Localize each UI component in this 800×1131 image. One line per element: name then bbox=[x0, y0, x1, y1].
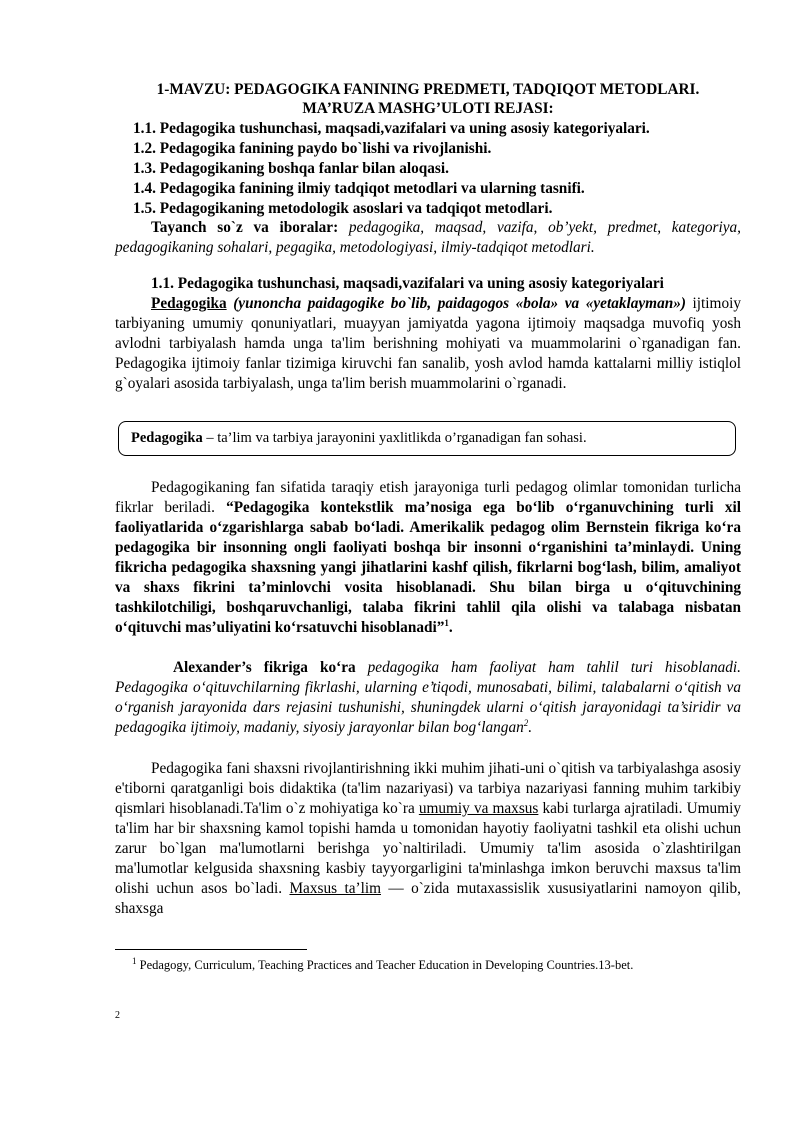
page-number: 2 bbox=[115, 1010, 120, 1021]
plan-item-3: 1.3. Pedagogikaning boshqa fanlar bilan aloqasi. bbox=[133, 160, 449, 177]
title-line-1: 1-MAVZU: PEDAGOGIKA FANINING PREDMETI, TADQIQOT METODLARI. bbox=[156, 81, 700, 98]
plan-item-2: 1.2. Pedagogika fanining paydo bo`lishi va rivojlanishi. bbox=[133, 140, 492, 157]
footnote-text: Pedagogy, Curriculum, Teaching Practices and Teacher Education in Developing Countries.13-bet. bbox=[136, 958, 634, 972]
keywords-text: pedagogika, maqsad, vazifa, ob’yekt, predmet, kategoriya, pedagogikaning sohalari, pegagika, metodologiyasi, ilmiy-tadqiqot metodlari. bbox=[115, 219, 742, 256]
footnote-ref-2: 2 bbox=[523, 717, 529, 728]
alexander-lead: Alexander’s fikriga ko‘ra bbox=[173, 659, 356, 676]
education-types-text-1: Pedagogika fani shaxsni rivojlantirishning ikki muhim jihati-uni o`qitish va tarbiyalashga asosiy e'tiborni qaratganligi bois didaktika (ta'lim nazariyasi) va tarbiya nazariyasi fanning muhim tarkibiy qismlari hisoblanadi.Ta'lim o`z mohiyatiga ko`ra bbox=[115, 760, 741, 817]
education-types-text-2: kabi turlarga ajratiladi. Umumiy ta'lim har bir shaxsning kamol topishi hamda u tomonidan hayotiy faoliyatni tashkil eta olishi uchun zarur bo`lgan ma'lumotlarni berishga yo`naltiriladi. Umumiy ta'lim asosida o`zlashtirilgan ma'lumotlar kelgusida shaxsning kasbiy tayyorgarligini ta'minlashga imkon beruvchi maxsus ta'lim olishi uchun asos bo`ladi. bbox=[115, 800, 741, 897]
section-heading: 1.1. Pedagogika tushunchasi, maqsadi,vazifalari va uning asosiy kategoriyalari bbox=[151, 275, 664, 292]
plan-item-4: 1.4. Pedagogika fanining ilmiy tadqiqot metodlari va ularning tasnifi. bbox=[133, 180, 585, 197]
term-pedagogika: Pedagogika bbox=[151, 295, 227, 312]
definition-term: Pedagogika bbox=[131, 430, 203, 446]
underline-special-education: Maxsus ta’lim bbox=[289, 880, 381, 897]
alexander-text: pedagogika ham faoliyat ham tahlil turi hisoblanadi. Pedagogika o‘qituvchilarning fikrlashi, ularning e’tiqodi, munosabati, bilimi, talabalarni o‘qitish va o‘rganish jarayonida dars rejasini tushunishi, shuningdek ularni o‘qitish jarayonidagi ta’siridir va pedagogika ijtimoiy, madaniy, siyosiy jarayonlar bilan bog‘langan bbox=[115, 659, 741, 736]
paragraph-bernstein bbox=[115, 478, 741, 638]
footnote-separator bbox=[115, 949, 307, 950]
plan-item-1: 1.1. Pedagogika tushunchasi, maqsadi,vazifalari va uning asosiy kategoriyalari. bbox=[133, 120, 650, 137]
bernstein-quote: “Pedagogika kontekstlik ma’nosiga ega bo‘lib o‘rganuvchining turli xil faoliyatlarida o‘zgarishlarga sabab bo‘ladi. Amerikalik pedagog olim Bernstein fikriga ko‘ra pedagogika bir insonning ongli faoliyati boshqa bir insonni o‘rganishini ta’minlaydi. Uning fikricha pedagogika shaxsning yangi jihatlarini kashf qilish, fikrlarni bog‘lash, bilim, amaliyot va shaxs fikrini ta’minlovchi vosita hisoblanadi. Shu bilan birga u o‘qituvchining tashkilotchiligi, boshqaruvchanligi, talaba fikrini tahlil qila olishi va talabaga nisbatan o‘qituvchi mas’uliyatini ko‘rsatuvchi hisoblanadi” bbox=[115, 499, 741, 636]
footnote bbox=[132, 957, 633, 973]
plan-item-5: 1.5. Pedagogikaning metodologik asoslari va tadqiqot metodlari. bbox=[133, 200, 553, 217]
paragraph-alexander-end: . bbox=[528, 719, 533, 736]
etymology: (yunoncha paidagogike bo`lib, paidagogos «bola» va «yetaklayman») bbox=[226, 295, 686, 312]
paragraph-definition bbox=[115, 294, 741, 394]
underline-general-special: umumiy va maxsus bbox=[418, 800, 539, 817]
keywords-paragraph bbox=[115, 218, 741, 258]
definition-text: – ta’lim va tarbiya jarayonini yaxlitlikda o’rganadigan fan sohasi. bbox=[202, 430, 587, 446]
keywords-label: Tayanch so`z va iboralar: bbox=[151, 219, 339, 236]
footnote-ref-1: 1 bbox=[444, 617, 449, 628]
paragraph-alexander bbox=[115, 658, 741, 738]
footnote-mark: 1 bbox=[132, 955, 137, 966]
paragraph-definition-text: ijtimoiy tarbiyaning umumiy qonuniyatlari, muayyan jamiyatda yagona ijtimoiy maqsadga muvofiq yosh avlodni tarbiyalash hamda unga ta'lim berishning mohiyati va muammolarini o`rganadigan fan. Pedagogika ijtimoiy fanlar tizimiga kiruvchi fan sanalib, yosh avlod hamda kattalarni milliy istiqlol g`oyalari asosida tarbiyalash, unga ta'lim berish muammolarini o`rganadi. bbox=[115, 295, 741, 392]
definition-box bbox=[118, 421, 736, 456]
paragraph-education-types bbox=[115, 759, 741, 919]
paragraph-bernstein-intro: Pedagogikaning fan sifatida taraqiy etish jarayoniga turli pedagog olimlar tomonidan turlicha fikrlar beriladi. bbox=[115, 479, 741, 516]
paragraph-bernstein-end: . bbox=[448, 619, 453, 636]
title-line-2: MA’RUZA MASHG’ULOTI REJASI: bbox=[302, 100, 554, 117]
education-types-text-3: — o`zida mutaxassislik xususiyatlarini namoyon qilib, shaxsga bbox=[115, 880, 742, 917]
